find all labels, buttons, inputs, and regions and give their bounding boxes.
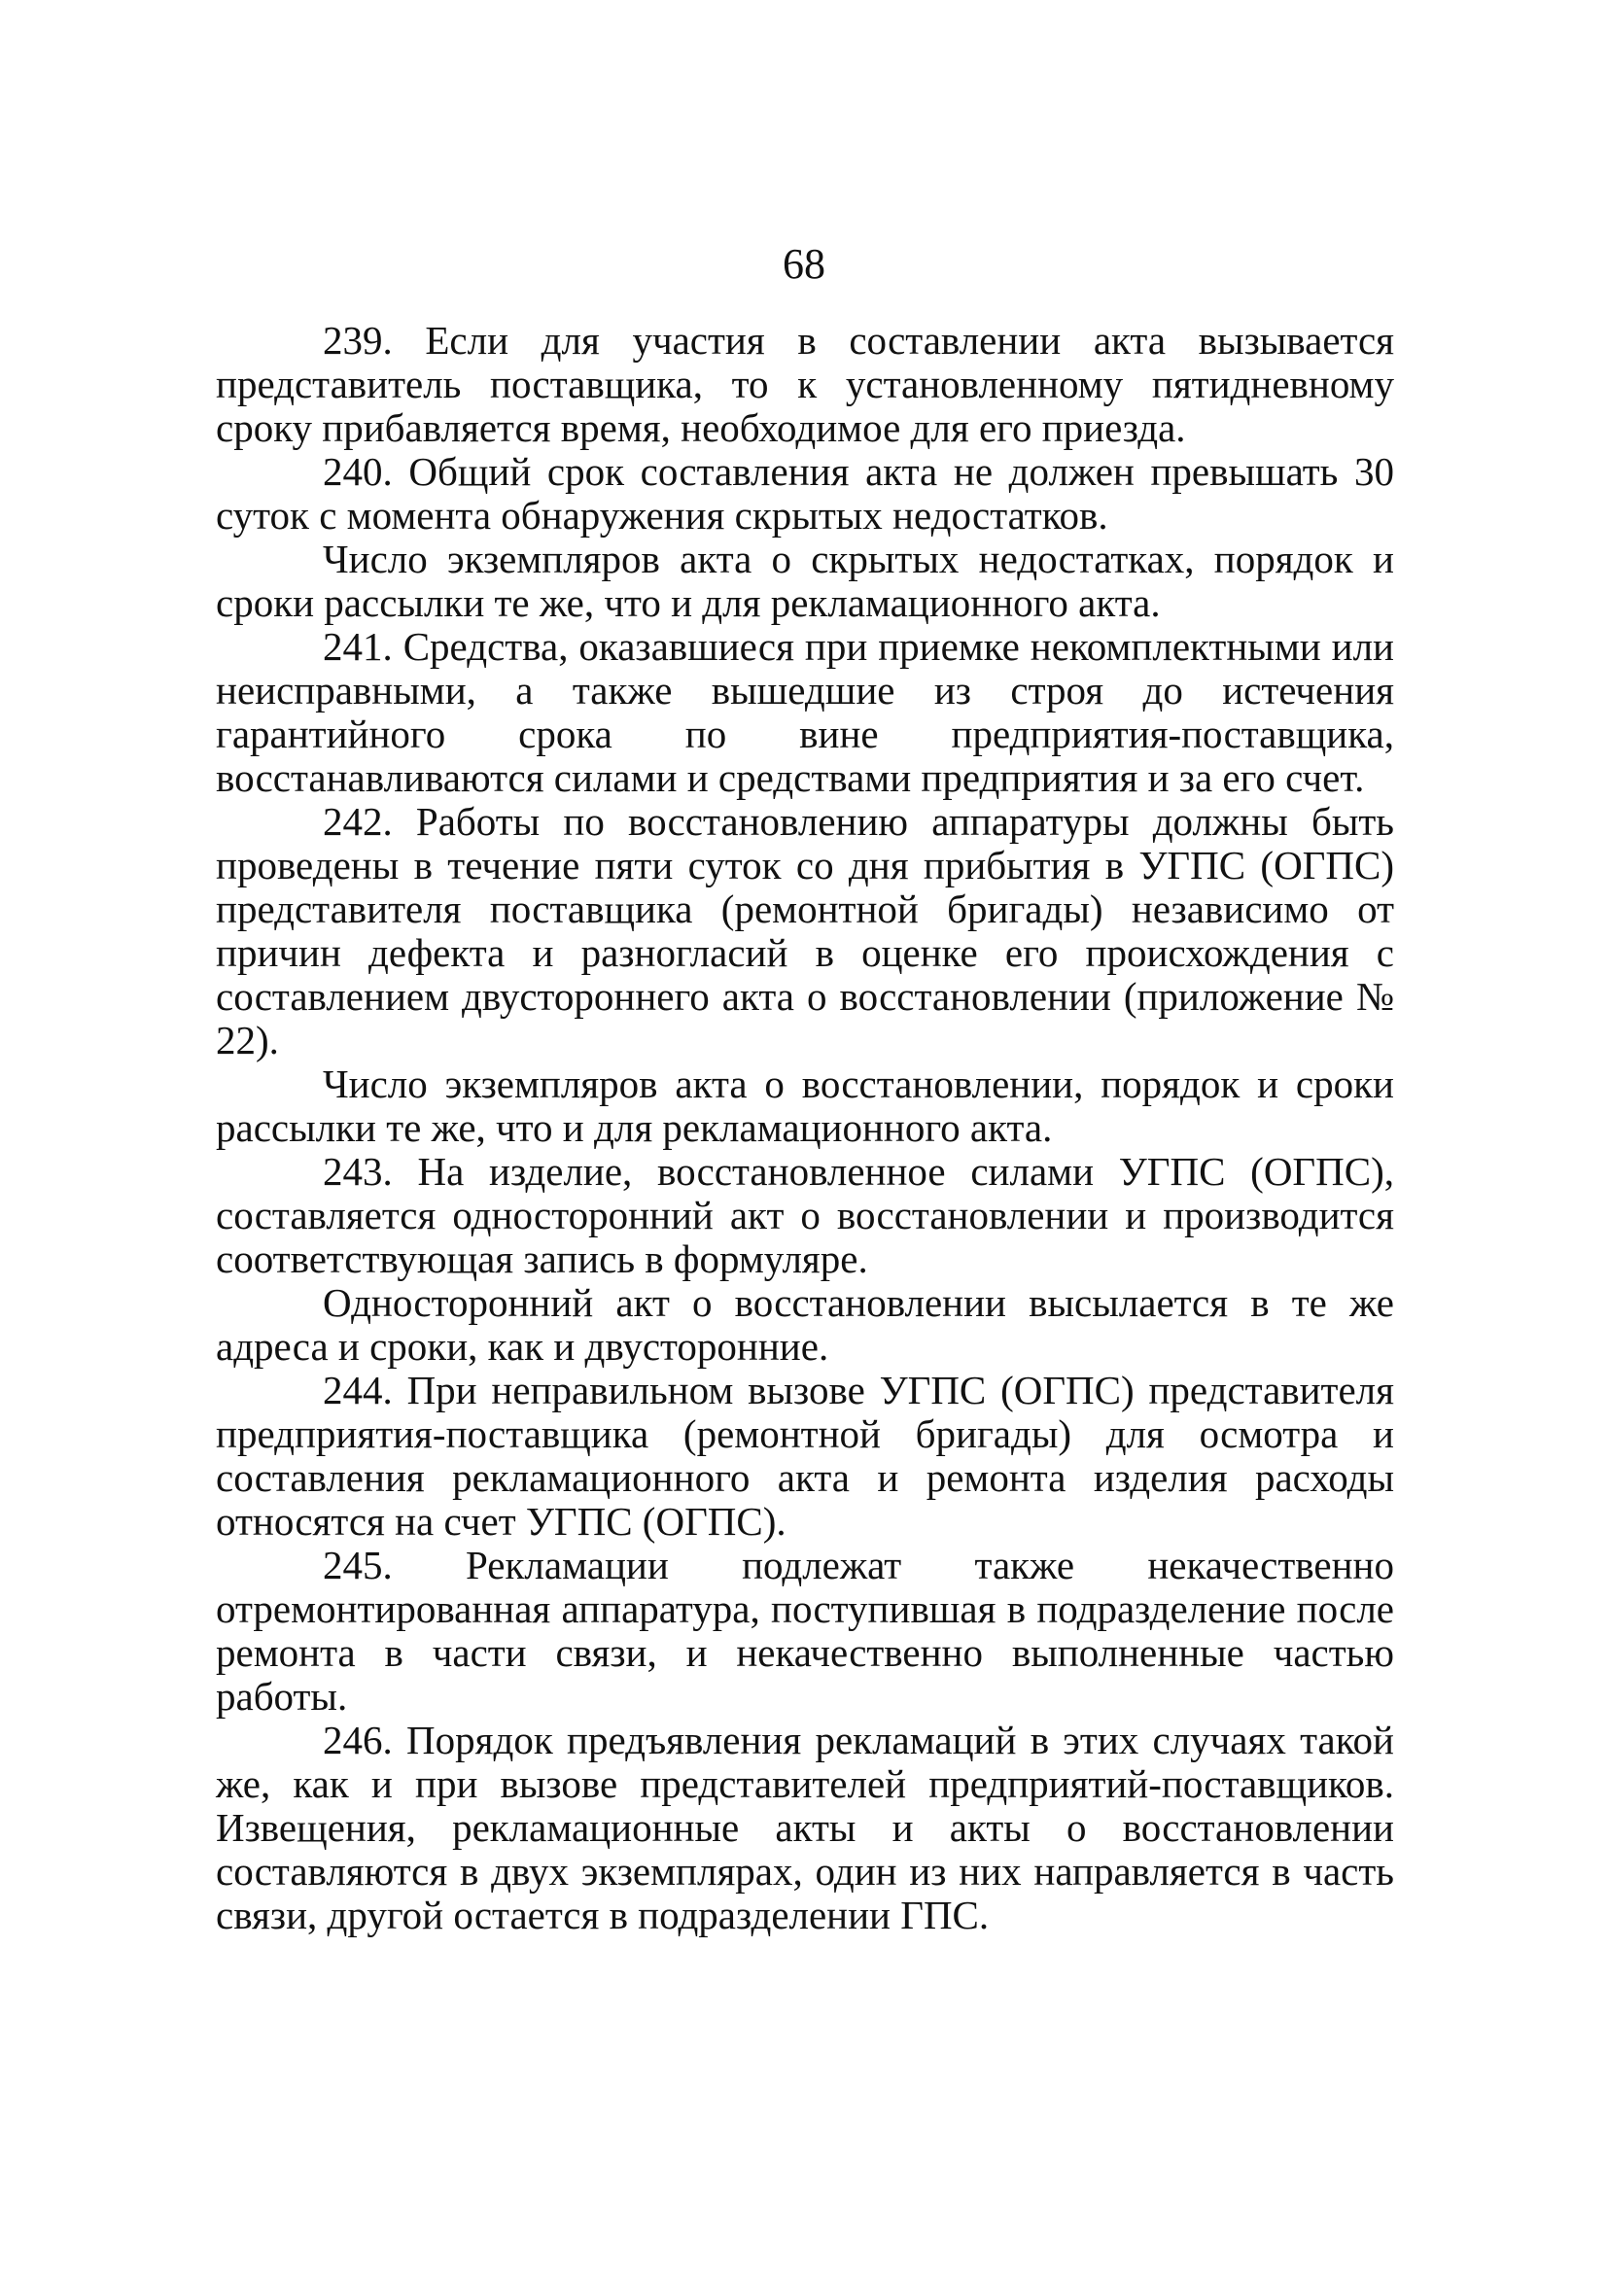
paragraph-240-copies: Число экземпляров акта о скрытых недостатках, порядок и сроки рассылки те же, что и для рекламационного акта. bbox=[216, 537, 1394, 625]
page-number: 68 bbox=[783, 240, 825, 288]
paragraph-242: 242. Работы по восстановлению аппаратуры должны быть проведены в течение пяти суток со дня прибытия в УГПС (ОГПС) представителя поставщика (ремонтной бригады) независимо от причин дефекта и разногласий в оценке его происхождения с составлением двустороннего акта о восстановлении (приложение № 22). bbox=[216, 799, 1394, 1062]
paragraph-241: 241. Средства, оказавшиеся при приемке некомплектными или неисправными, а также вышедшие из строя до истечения гарантийного срока по вине предприятия-поставщика, восстанавливаются силами и средствами предприятия и за его счет. bbox=[216, 624, 1394, 800]
paragraph-242-copies: Число экземпляров акта о восстановлении, порядок и сроки рассылки те же, что и для рекламационного акта. bbox=[216, 1061, 1394, 1150]
paragraph-240: 240. Общий срок составления акта не должен превышать 30 суток с момента обнаружения скрытых недостатков. bbox=[216, 449, 1394, 538]
document-body bbox=[216, 319, 1394, 1937]
paragraph-239: 239. Если для участия в составлении акта вызывается представитель поставщика, то к установленному пятидневному сроку прибавляется время, необходимое для его приезда. bbox=[216, 318, 1394, 450]
paragraph-243-unilateral: Односторонний акт о восстановлении высылается в те же адреса и сроки, как и двусторонние. bbox=[216, 1280, 1394, 1369]
paragraph-243: 243. На изделие, восстановленное силами УГПС (ОГПС), составляется односторонний акт о восстановлении и производится соответствующая запись в формуляре. bbox=[216, 1149, 1394, 1281]
paragraph-244: 244. При неправильном вызове УГПС (ОГПС) представителя предприятия-поставщика (ремонтной бригады) для осмотра и составления рекламационного акта и ремонта изделия расходы относятся на счет УГПС (ОГПС). bbox=[216, 1368, 1394, 1544]
paragraph-245: 245. Рекламации подлежат также некачественно отремонтированная аппаратура, поступившая в подразделение после ремонта в части связи, и некачественно выполненные частью работы. bbox=[216, 1543, 1394, 1719]
paragraph-246: 246. Порядок предъявления рекламаций в этих случаях такой же, как и при вызове представителей предприятий-поставщиков. Извещения, рекламационные акты и акты о восстановлении составляются в двух экземплярах, один из них направляется в часть связи, другой остается в подразделении ГПС. bbox=[216, 1718, 1394, 1937]
